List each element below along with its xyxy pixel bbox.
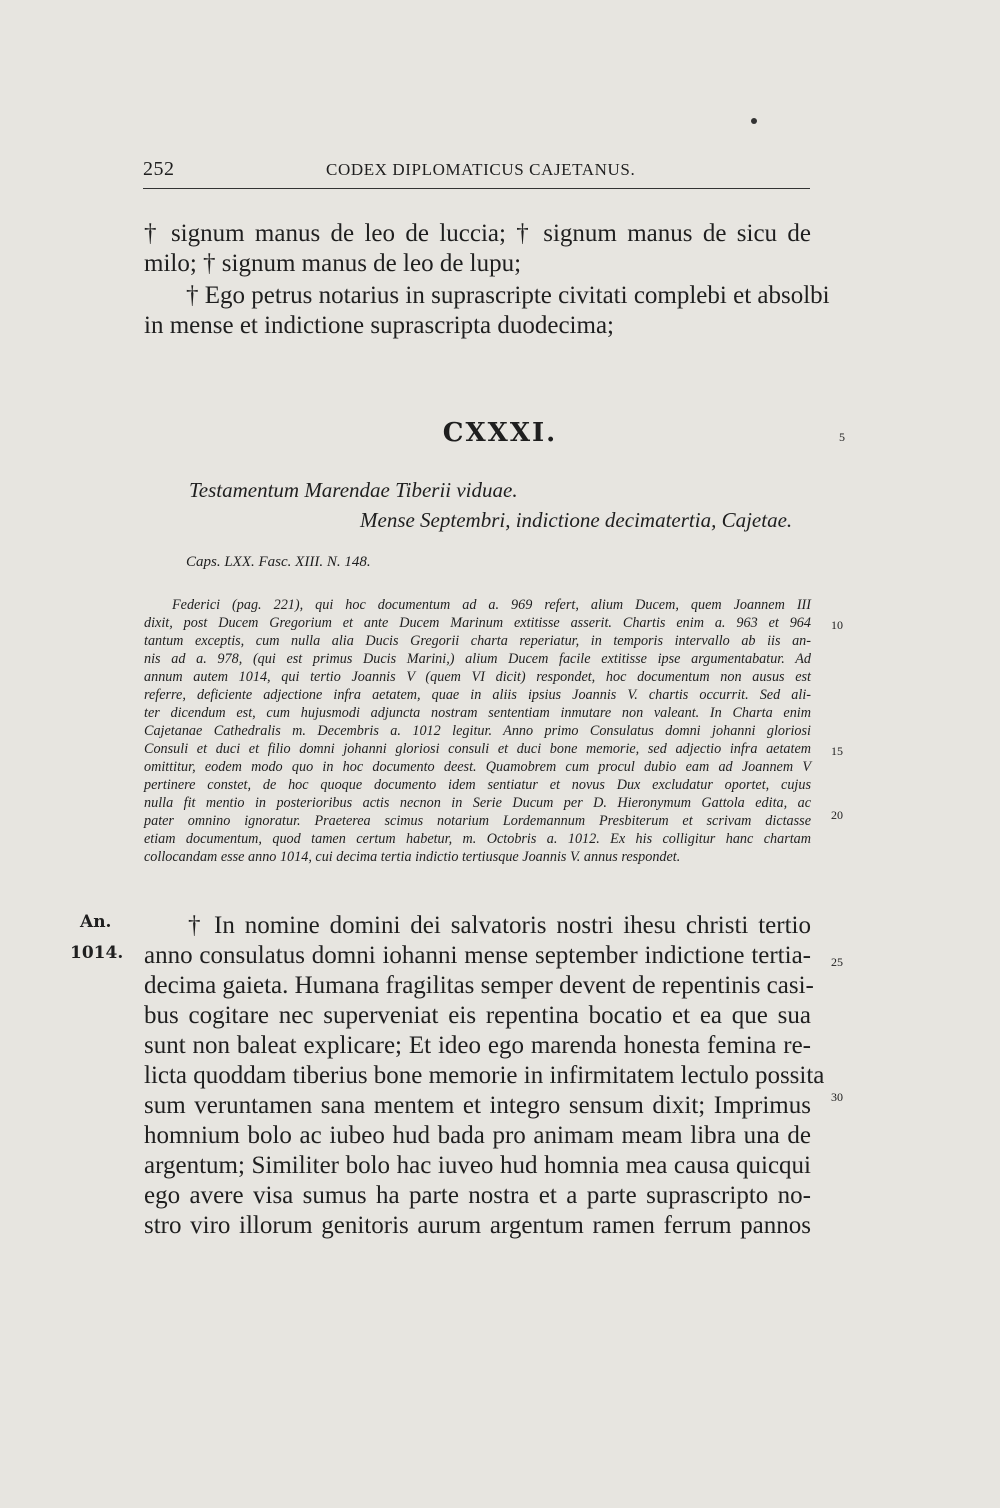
note-line: etiam documentum, quod tamen certum habetur, m. Octobris a. 1012. Ex his colligitur hanc chartam	[144, 831, 811, 847]
top-text-line: † Ego petrus notarius in suprascripte civitati complebi et absolbi	[186, 282, 830, 309]
note-line: Federici (pag. 221), qui hoc documentum ad a. 969 refert, alium Ducem, quem Joannem III	[172, 597, 811, 613]
line-number: 30	[831, 1090, 843, 1104]
note-line: collocandam esse anno 1014, cui decima tertia indictio tertiusque Joannis V. annus respondet.	[144, 849, 681, 865]
main-text-line: bus cogitare nec superveniat eis repentina bocatio et ea que sua	[144, 1002, 811, 1029]
line-number: 10	[831, 618, 843, 632]
main-text-line: licta quoddam tiberius bone memorie in infirmitatem lectulo possita	[144, 1062, 825, 1089]
note-line: annum autem 1014, qui tertio Joannis V (quem VI dicit) respondet, hoc documentum non ausus est	[144, 669, 811, 685]
note-line: nulla fit mentio in posterioribus actis necnon in Serie Ducum per D. Hieronymum Gattola edita, ac	[144, 795, 811, 811]
archive-reference: Caps. LXX. Fasc. XIII. N. 148.	[186, 554, 371, 570]
document-date: Mense Septembri, indictione decimatertia, Cajetae.	[360, 508, 793, 532]
margin-year-label: An.	[80, 912, 112, 932]
main-text-line: homnium bolo ac iubeo hud bada pro animam meam libra una de	[144, 1122, 811, 1149]
note-line: tantum exceptis, cum nulla alia Ducis Gregorii charta reperiatur, in temporis intervallo ab iis an-	[144, 633, 811, 649]
note-line: pater omnino ignoratur. Praeterea scimus notarium Lordemannum Presbiterum et scrivam dictasse	[144, 813, 811, 829]
note-line: ter dicendum est, cum hujusmodi adjuncta nostram sententiam inmutare non valeant. In Charta enim	[144, 705, 811, 721]
main-text-line: sum veruntamen sana mentem et integro sensum dixit; Imprimus	[144, 1092, 811, 1119]
line-number: 15	[831, 744, 843, 758]
margin-year-value: 1014.	[70, 943, 124, 963]
top-text-line: in mense et indictione suprascripta duodecima;	[144, 312, 614, 339]
running-title: CODEX DIPLOMATICUS CAJETANUS.	[326, 160, 636, 179]
main-text-line: sunt non baleat explicare; Et ideo ego marenda honesta femina re-	[144, 1032, 811, 1059]
note-line: pertinere constet, de hoc quoque documento idem sentiatur et novus Dux excludatur oportet, cujus	[144, 777, 811, 793]
document-number: CXXXI.	[442, 418, 558, 448]
line-number: 20	[831, 808, 843, 822]
document-title: Testamentum Marendae Tiberii viduae.	[189, 478, 518, 502]
main-text-line: anno consulatus domni iohanni mense september indictione tertia-	[144, 942, 811, 969]
line-number: 5	[839, 430, 845, 444]
main-text-line: argentum; Similiter bolo hac iuveo hud homnia mea causa quicqui	[144, 1152, 811, 1179]
running-header	[143, 158, 810, 182]
note-line: nis ad a. 978, (qui est primus Ducis Marini,) alium Ducem facile extitisse ipse argumentabatur. Ad	[144, 651, 811, 667]
line-number: 25	[831, 955, 843, 969]
page-number: 252	[143, 158, 175, 180]
top-text-line: † signum manus de leo de luccia; † signum manus de sicu de	[144, 220, 811, 247]
main-text-line: decima gaieta. Humana fragilitas semper devent de repentinis casi-	[144, 972, 814, 999]
note-line: referre, deficiente adjectione infra aetatem, quae in aliis ipsius Joannis V. chartis occurrit. Sed ali-	[144, 687, 811, 703]
note-line: Cajetanae Cathedralis m. Decembris a. 1012 legitur. Anno primo Consulatus domni johanni gloriosi	[144, 723, 811, 739]
header-rule	[143, 188, 810, 189]
note-line: Consuli et duci et filio domni johanni gloriosi consuli et duci bone memorie, sed adjectio infra aetatem	[144, 741, 811, 757]
main-text-line: ego avere visa sumus ha parte nostra et a parte suprascripto no-	[144, 1182, 811, 1209]
top-text-line: milo; † signum manus de leo de lupu;	[144, 250, 522, 277]
main-text-line: † In nomine domini dei salvatoris nostri ihesu christi tertio	[188, 912, 811, 939]
ink-spot	[751, 118, 757, 124]
note-line: dixit, post Ducem Gregorium et ante Ducem Marinum extitisse asserit. Chartis enim a. 963 et 964	[144, 615, 811, 631]
main-text-line: stro viro illorum genitoris aurum argentum ramen ferrum pannos	[144, 1212, 811, 1239]
note-line: omittitur, eodem modo quo in hoc documento deest. Quamobrem cum procul dubio eam ad Joannem V	[144, 759, 811, 775]
